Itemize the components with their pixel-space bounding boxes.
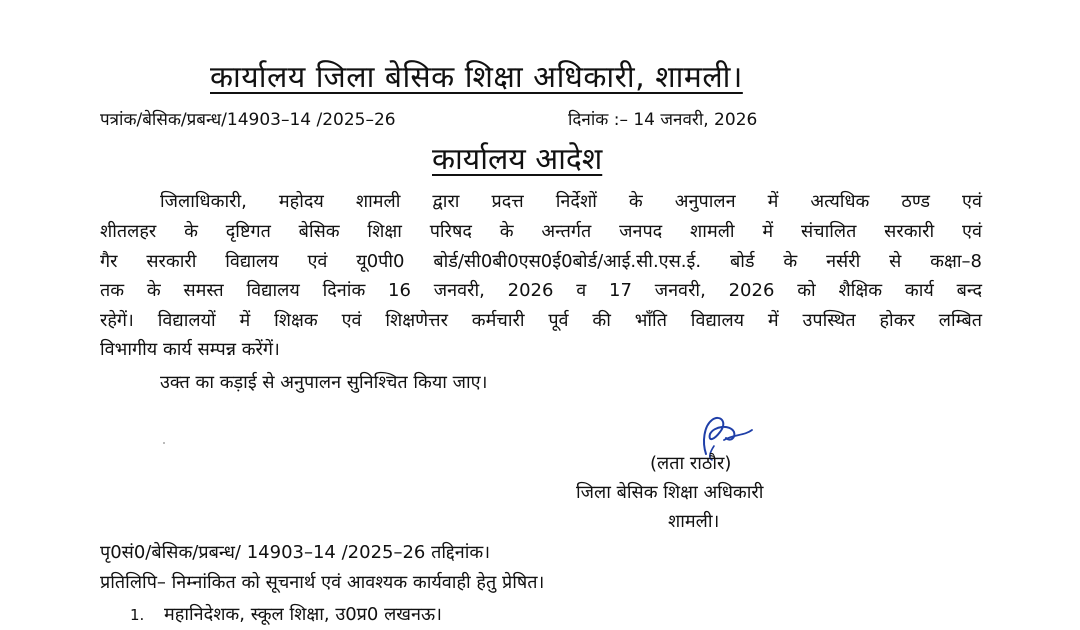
signatory-place: शामली। <box>668 511 720 532</box>
body-line-2: शीतलहर के दृष्टिगत बेसिक शिक्षा परिषद के अन्तर्गत जनपद शामली में संचालित सरकारी एवं <box>100 221 982 242</box>
body-line-3: गैर सरकारी विद्यालय एवं यू0पी0 बोर्ड/सी0बी0एस0ई0बोर्ड/आई.सी.एस.ई. बोर्ड के नर्सरी से कक्षा–8 <box>100 251 982 272</box>
signatory-designation: जिला बेसिक शिक्षा अधिकारी <box>576 482 764 503</box>
body-line-5: रहेगें। विद्यालयों में शिक्षक एवं शिक्षणेत्तर कर्मचारी पूर्व की भाँति विद्यालय में उपस्थित होकर लम्बित <box>100 310 982 331</box>
endorsement-reference: पृ0सं0/बेसिक/प्रबन्ध/ 14903–14 /2025–26 तद्दिनांक। <box>100 542 491 563</box>
scan-speck <box>163 442 165 444</box>
order-title: कार्यालय आदेश <box>432 142 603 177</box>
body-line-6: विभागीय कार्य सम्पन्न करेंगें। <box>100 339 280 360</box>
recipient-text: महानिदेशक, स्कूल शिक्षा, उ0प्र0 लखनऊ। <box>164 604 442 625</box>
office-title: कार्यालय जिला बेसिक शिक्षा अधिकारी, शामली। <box>210 60 743 95</box>
copy-to-line: प्रतिलिपि– निम्नांकित को सूचनार्थ एवं आवश्यक कार्यवाही हेतु प्रेषित। <box>100 572 545 593</box>
body-line-1: जिलाधिकारी, महोदय शामली द्वारा प्रदत्त निर्देशों के अनुपालन में अत्यधिक ठण्ड एवं <box>160 191 982 212</box>
body-line-4: तक के समस्त विद्यालय दिनांक 16 जनवरी, 2026 व 17 जनवरी, 2026 को शैक्षिक कार्य बन्द <box>100 280 982 301</box>
letter-reference: पत्रांक/बेसिक/प्रबन्ध/14903–14 /2025–26 <box>100 110 396 130</box>
recipient-list-item <box>130 600 442 630</box>
signatory-name: (लता राठौर) <box>650 453 732 474</box>
compliance-line: उक्त का कड़ाई से अनुपालन सुनिश्चित किया जाए। <box>160 372 488 393</box>
recipient-number: 1. <box>130 606 145 624</box>
letter-date: दिनांक :– 14 जनवरी, 2026 <box>568 110 758 130</box>
